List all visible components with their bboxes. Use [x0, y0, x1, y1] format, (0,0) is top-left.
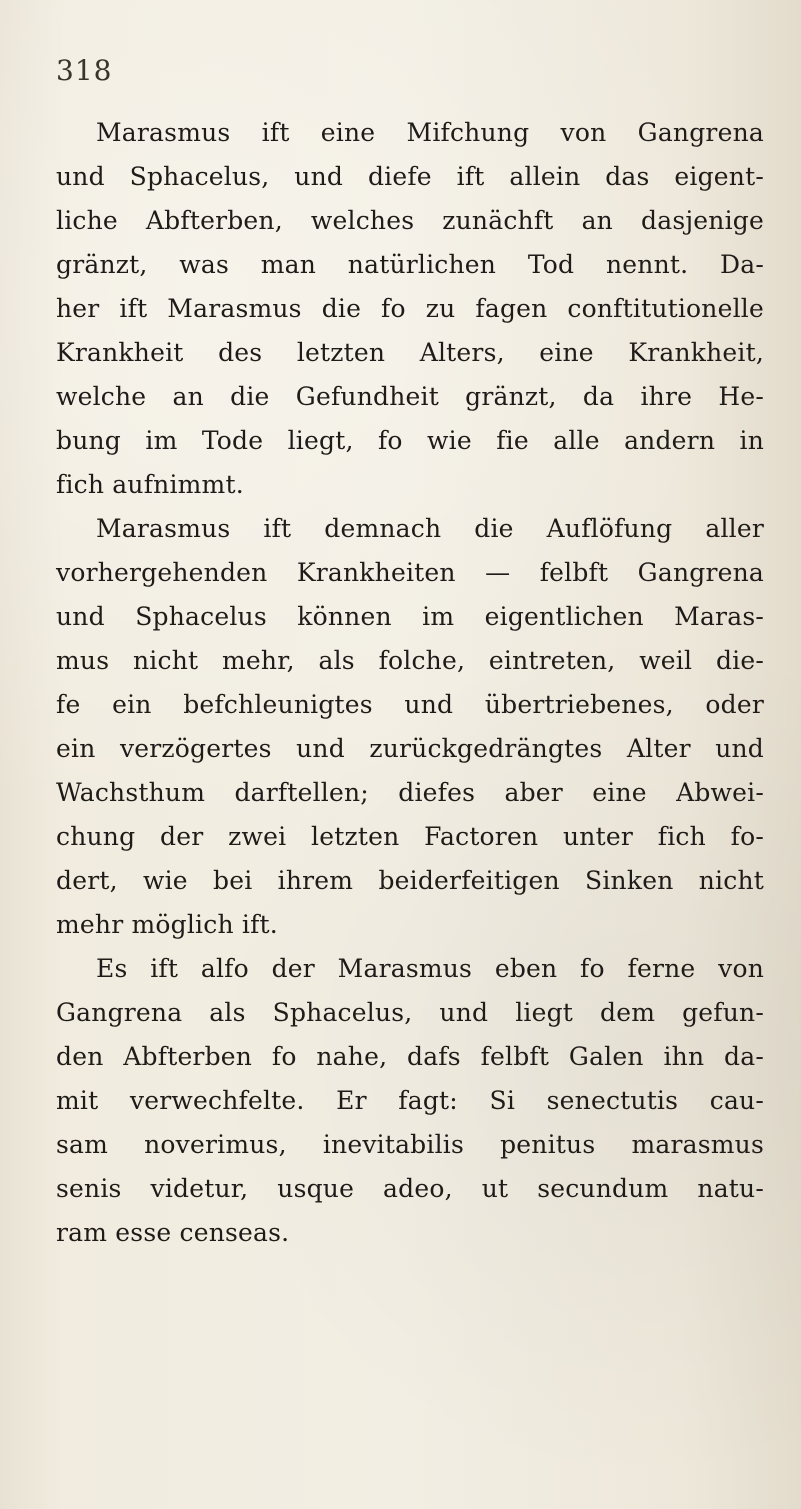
text-line: senis videtur, usque adeo, ut secundum natu-	[56, 1174, 764, 1203]
text-line: welche an die Gefundheit gränzt, da ihre He-	[56, 382, 764, 411]
text-line: mehr möglich ift.	[56, 910, 278, 939]
text-line: dert, wie bei ihrem beiderfeitigen Sinken nicht	[56, 866, 764, 895]
text-line: den Abfterben fo nahe, dafs felbft Galen ihn da-	[56, 1042, 764, 1071]
text-line: mit verwechfelte. Er fagt: Si senectutis cau-	[56, 1086, 764, 1115]
text-line: mus nicht mehr, als folche, eintreten, weil die-	[56, 646, 764, 675]
text-line: Gangrena als Sphacelus, und liegt dem gefun-	[56, 998, 764, 1027]
text-line: fich aufnimmt.	[56, 470, 244, 499]
text-line: sam noverimus, inevitabilis penitus marasmus	[56, 1130, 764, 1159]
text-line: Marasmus ift eine Mifchung von Gangrena	[96, 118, 764, 147]
page-number: 318	[56, 54, 113, 87]
text-line: und Sphacelus, und diefe ift allein das eigent-	[56, 162, 764, 191]
text-line: Krankheit des letzten Alters, eine Krankheit,	[56, 338, 764, 367]
text-line: ram esse censeas.	[56, 1218, 290, 1247]
text-line: fe ein befchleunigtes und übertriebenes, oder	[56, 690, 764, 719]
text-line: vorhergehenden Krankheiten — felbft Gangrena	[56, 558, 764, 587]
text-line: Marasmus ift demnach die Auflöfung aller	[96, 514, 764, 543]
text-line: gränzt, was man natürlichen Tod nennt. Da-	[56, 250, 764, 279]
body-text	[56, 111, 764, 1255]
text-line: Es ift alfo der Marasmus eben fo ferne von	[96, 954, 764, 983]
text-line: und Sphacelus können im eigentlichen Maras-	[56, 602, 764, 631]
text-line: liche Abfterben, welches zunächft an dasjenige	[56, 206, 764, 235]
text-line: Wachsthum darftellen; diefes aber eine Abwei-	[56, 778, 764, 807]
text-line: ein verzögertes und zurückgedrängtes Alter und	[56, 734, 764, 763]
text-line: her ift Marasmus die fo zu fagen conftitutionelle	[56, 294, 764, 323]
text-line: bung im Tode liegt, fo wie fie alle andern in	[56, 426, 764, 455]
text-line: chung der zwei letzten Factoren unter fich fo-	[56, 822, 764, 851]
